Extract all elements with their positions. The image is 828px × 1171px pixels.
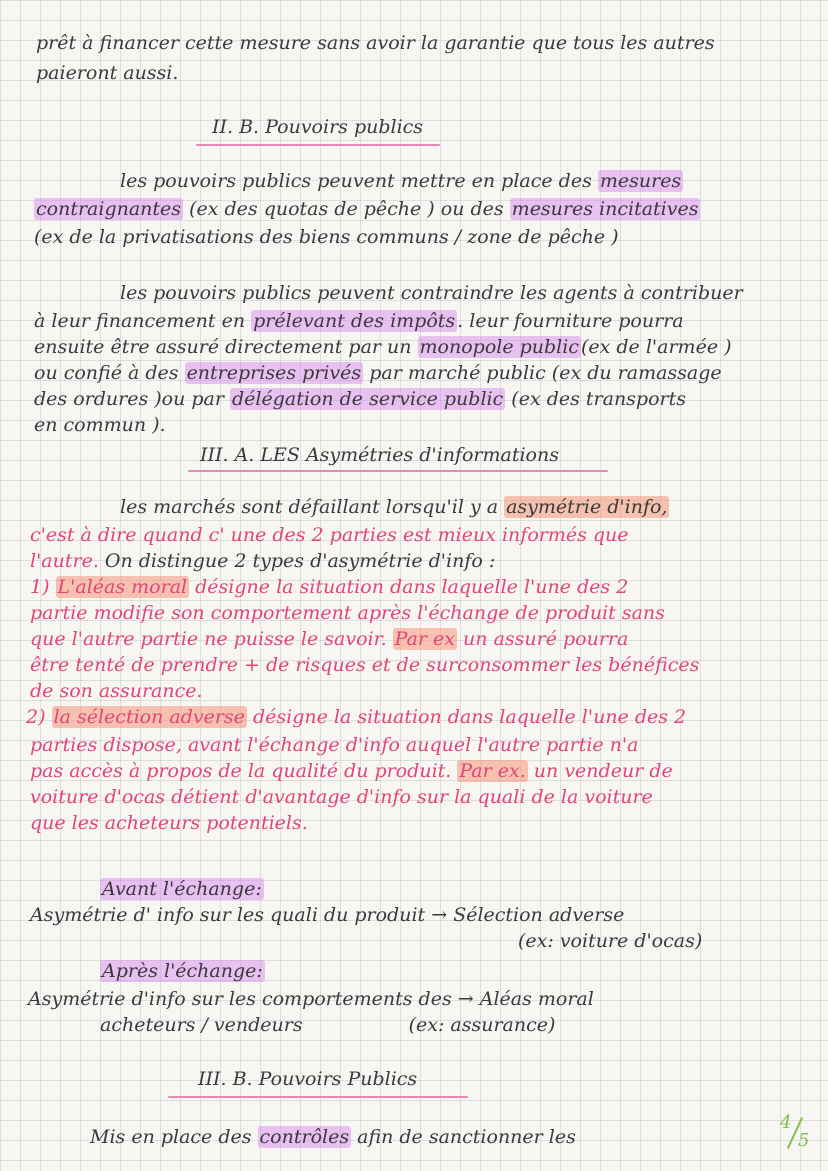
text-line-p3a: les marchés sont défaillant lorsqu'il y a asymétrie d'info, [120, 496, 668, 518]
text-line-p2c: ensuite être assuré directement par un monopole public (ex de l'armée ) [34, 336, 732, 358]
text-line-1: prêt à financer cette mesure sans avoir la garantie que tous les autres [36, 32, 715, 54]
summary-after-row-2: acheteurs / vendeurs (ex: assurance) [100, 1014, 556, 1036]
text-line-p4a: 1) L'aléas moral désigne la situation dans laquelle l'une des 2 [30, 576, 629, 598]
summary-after-row: Asymétrie d'info sur les comportements des → Aléas moral [28, 988, 594, 1010]
text-line-p3b: c'est à dire quand c' une des 2 parties est mieux informés que [30, 524, 629, 546]
text-line-p1b: contraignantes (ex des quotas de pêche ) ou des mesures incitatives [36, 198, 699, 220]
heading-3b-pouvoirs-publics: III. B. Pouvoirs Publics [198, 1068, 418, 1090]
heading-underline [188, 470, 608, 472]
text-line-p5c: pas accès à propos de la qualité du produit. Par ex. un vendeur de [30, 760, 673, 782]
text-line-p2a: les pouvoirs publics peuvent contraindre les agents à contribuer [120, 282, 743, 304]
arrow-right-icon: → [457, 988, 474, 1010]
text-line-p2f: en commun ). [34, 414, 166, 436]
summary-before-row: Asymétrie d' info sur les quali du produit → Sélection adverse [30, 904, 625, 926]
summary-after-title: Après l'échange: [102, 960, 263, 982]
text-line-2: paieront aussi. [36, 62, 179, 84]
heading-underline [196, 144, 440, 146]
arrow-right-icon: → [431, 904, 448, 926]
text-line-p5a: 2) la sélection adverse désigne la situation dans laquelle l'une des 2 [26, 706, 687, 728]
text-line-p5e: que les acheteurs potentiels. [30, 812, 308, 834]
text-line-p5d: voiture d'ocas détient d'avantage d'info sur la quali de la voiture [30, 786, 653, 808]
text-line-p1a: les pouvoirs publics peuvent mettre en place des mesures [120, 170, 682, 192]
text-line-p5b: parties dispose, avant l'échange d'info auquel l'autre partie n'a [30, 734, 639, 756]
summary-before-example: (ex: voiture d'ocas) [518, 930, 703, 952]
text-line-p2b: à leur financement en prélevant des impôts . leur fourniture pourra [34, 310, 684, 332]
heading-2b-pouvoirs-publics: II. B. Pouvoirs publics [212, 116, 424, 138]
text-line-p1c: (ex de la privatisations des biens communs / zone de pêche ) [34, 226, 619, 248]
text-line-p3c: l'autre. On distingue 2 types d'asymétrie d'info : [30, 550, 496, 572]
heading-3a-asymetries: III. A. LES Asymétries d'informations [200, 444, 559, 466]
text-line-p4e: de son assurance. [30, 680, 203, 702]
text-line-p6: Mis en place des contrôles afin de sanctionner les [90, 1126, 576, 1148]
text-line-p2d: ou confié à des entreprises privés par marché public (ex du ramassage [34, 362, 722, 384]
text-line-p4c: que l'autre partie ne puisse le savoir. Par ex un assuré pourra [30, 628, 629, 650]
text-line-p4b: partie modifie son comportement après l'échange de produit sans [30, 602, 665, 624]
page-number: 4 5 [780, 1112, 810, 1151]
text-line-p4d: être tenté de prendre + de risques et de surconsommer les bénéfices [30, 654, 700, 676]
summary-before-title: Avant l'échange: [102, 878, 262, 900]
heading-underline [168, 1096, 468, 1098]
text-line-p2e: des ordures )ou par délégation de service public (ex des transports [34, 388, 687, 410]
